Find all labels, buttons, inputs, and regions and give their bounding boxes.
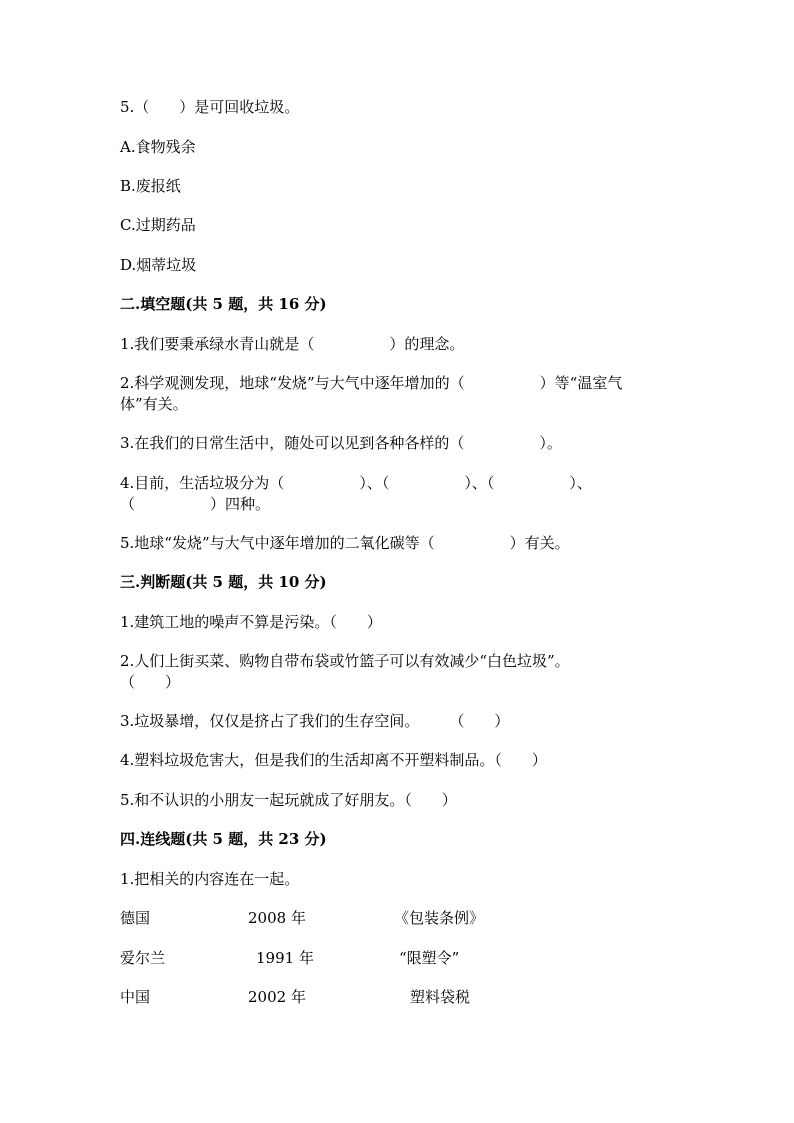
question-item-continued: （ ） xyxy=(120,673,181,691)
option-b: B.废报纸 xyxy=(120,177,181,195)
option-c: C.过期药品 xyxy=(120,216,196,234)
question-item: 4.目前，生活垃圾分为（ ）、（ ）、（ ）、 xyxy=(120,474,592,492)
question-item: 3.垃圾暴增，仅仅是挤占了我们的生存空间。 （ ） xyxy=(120,712,510,730)
question-item: 2.科学观测发现，地球“发烧”与大气中逐年增加的（ ）等“温室气 xyxy=(120,374,623,392)
question-item: 1.建筑工地的噪声不算是污染。（ ） xyxy=(120,613,382,631)
year-label: 2002 年 xyxy=(248,988,306,1006)
option-a: A.食物残余 xyxy=(120,138,196,156)
question-item-continued: （ ）四种。 xyxy=(120,495,271,513)
year-label: 1991 年 xyxy=(256,949,314,967)
country-label: 德国 xyxy=(120,909,151,927)
option-d: D.烟蒂垃圾 xyxy=(120,256,197,274)
year-label: 2008 年 xyxy=(248,909,306,927)
instruction: 1.把相关的内容连在一起。 xyxy=(120,870,300,888)
section-heading: 二.填空题(共 5 题，共 16 分) xyxy=(120,295,327,313)
question-item: 5.和不认识的小朋友一起玩就成了好朋友。（ ） xyxy=(120,791,457,809)
question-item: 5.地球“发烧”与大气中逐年增加的二氧化碳等（ ）有关。 xyxy=(120,534,570,552)
policy-label: 《包装条例》 xyxy=(394,909,485,927)
policy-label: 塑料袋税 xyxy=(410,988,471,1006)
section-heading: 三.判断题(共 5 题，共 10 分) xyxy=(120,573,327,591)
section-heading: 四.连线题(共 5 题，共 23 分) xyxy=(120,830,327,848)
question-item: 3.在我们的日常生活中，随处可以见到各种各样的（ ）。 xyxy=(120,434,562,452)
question-item-continued: 体”有关。 xyxy=(120,395,188,413)
question-item: 4.塑料垃圾危害大，但是我们的生活却离不开塑料制品。（ ） xyxy=(120,751,547,769)
country-label: 中国 xyxy=(120,988,151,1006)
question-stem: 5.（ ）是可回收垃圾。 xyxy=(120,98,300,116)
country-label: 爱尔兰 xyxy=(120,949,166,967)
question-item: 2.人们上街买菜、购物自带布袋或竹篮子可以有效减少“白色垃圾”。 xyxy=(120,652,570,670)
policy-label: “限塑令” xyxy=(399,949,460,967)
question-item: 1.我们要秉承绿水青山就是（ ）的理念。 xyxy=(120,335,465,353)
